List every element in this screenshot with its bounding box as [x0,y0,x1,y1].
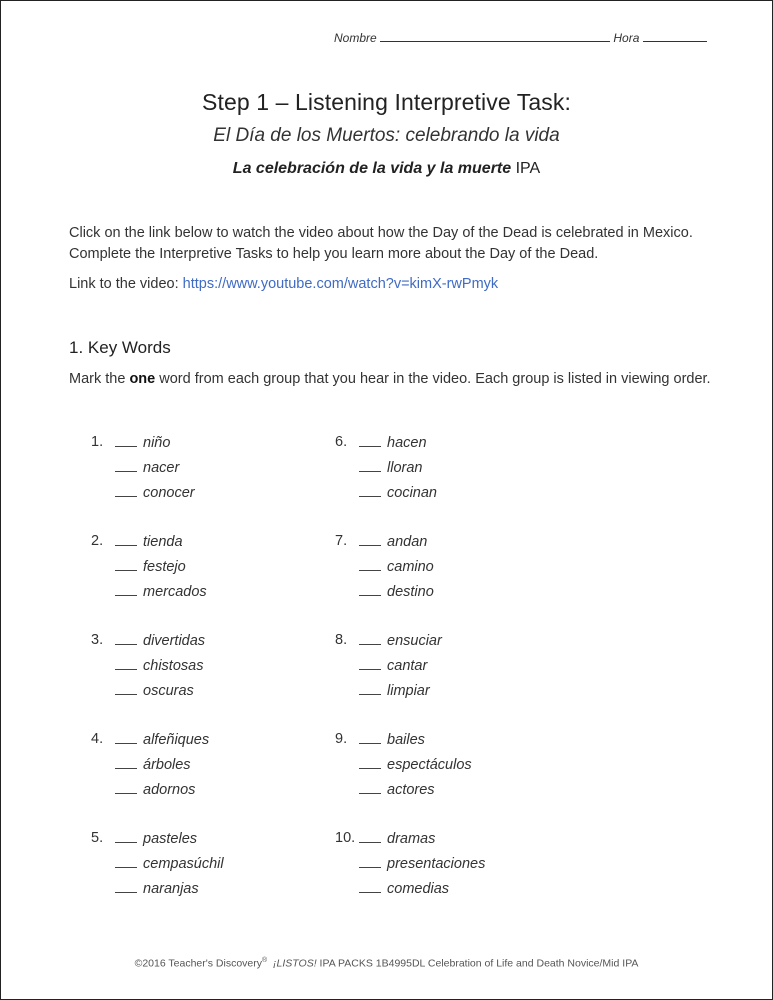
word-option-text: limpiar [387,683,430,699]
answer-blank[interactable] [115,682,137,695]
footer-reg: ® [262,957,268,964]
footer-rest: IPA PACKS 1B4995DL Celebration of Life and Death Novice/Mid IPA [319,957,639,970]
group-number: 6. [335,434,348,450]
hora-blank[interactable] [643,31,707,42]
word-option [359,558,434,575]
word-option [359,459,422,476]
word-option-text: comedias [387,881,450,897]
page-subtitle: El Día de los Muertos: celebrando la vida [213,125,560,146]
word-option-text: alfeñiques [143,732,210,748]
word-option [359,657,427,674]
nombre-label: Nombre [334,31,377,45]
word-option-text: divertidas [143,633,206,649]
ipa-title-text: La celebración de la vida y la muerte [232,160,512,177]
instruction-bold: one [129,371,156,387]
word-option [115,657,203,674]
word-option [115,459,179,476]
word-option [115,583,207,600]
answer-blank[interactable] [359,459,381,472]
instruction-text [69,371,749,387]
answer-blank[interactable] [115,632,137,645]
word-option [359,781,435,798]
word-option-text: ensuciar [387,633,442,649]
word-option-text: cempasúchil [143,856,224,872]
answer-blank[interactable] [115,533,137,546]
section-heading-key-words: 1. Key Words [69,338,171,357]
answer-blank[interactable] [115,484,137,497]
word-option-text: árboles [143,757,191,773]
word-option [115,484,195,501]
video-link-label: Link to the video: [69,276,179,292]
answer-blank[interactable] [359,657,381,670]
answer-blank[interactable] [359,583,381,596]
answer-blank[interactable] [115,830,137,843]
answer-blank[interactable] [359,484,381,497]
video-link[interactable]: https://www.youtube.com/watch?v=kimX-rwPmyk [182,276,499,292]
word-option-text: destino [387,584,434,600]
word-option-text: espectáculos [387,757,472,773]
word-option [115,434,170,451]
word-option [115,632,205,649]
word-option-text: cantar [387,658,428,674]
answer-blank[interactable] [115,459,137,472]
word-option [359,434,427,451]
word-option-text: naranjas [143,881,199,897]
word-option-text: niño [143,435,171,451]
word-option [115,855,224,872]
word-option [115,533,183,550]
group-number: 8. [335,632,348,648]
answer-blank[interactable] [359,880,381,893]
answer-blank[interactable] [115,583,137,596]
word-option [115,682,194,699]
word-option-text: presentaciones [387,856,486,872]
word-option [359,484,437,501]
hora-label: Hora [613,31,640,45]
answer-blank[interactable] [115,434,137,447]
word-option [359,756,472,773]
answer-blank[interactable] [359,781,381,794]
word-option-text: adornos [143,782,196,798]
answer-blank[interactable] [115,781,137,794]
word-option [115,731,209,748]
group-number: 1. [91,434,104,450]
answer-blank[interactable] [115,657,137,670]
word-option-text: mercados [143,584,207,600]
answer-blank[interactable] [359,434,381,447]
word-option [115,880,199,897]
word-option-text: andan [387,534,428,550]
group-number: 10. [335,830,356,846]
answer-blank[interactable] [359,632,381,645]
word-option [115,781,195,798]
word-option [359,731,425,748]
footer [1,957,772,970]
word-option-text: lloran [387,460,423,476]
word-option-text: conocer [143,485,195,501]
answer-blank[interactable] [115,558,137,571]
name-hour-header [334,31,707,45]
word-option-text: dramas [387,831,436,847]
word-option-text: actores [387,782,435,798]
word-option-text: bailes [387,732,425,748]
word-option-text: oscuras [143,683,194,699]
answer-blank[interactable] [115,880,137,893]
group-number: 3. [91,632,104,648]
group-number: 9. [335,731,348,747]
word-option [115,756,191,773]
answer-blank[interactable] [359,731,381,744]
word-option [359,632,442,649]
word-option [359,830,435,847]
page-title: Step 1 – Listening Interpretive Task: [202,89,571,115]
word-option-text: festejo [143,559,186,575]
intro-paragraph: Click on the link below to watch the video about how the Day of the Dead is celebrated in Mexico. Complete the Interpretive Tasks to help you learn more about the Day of the Dead. [69,225,693,262]
instruction-post: word from each group that you hear in the video. Each group is listed in viewing order. [159,371,711,387]
word-option-text: camino [387,559,434,575]
group-number: 4. [91,731,104,747]
word-option [359,682,430,699]
footer-brand: ¡LISTOS! [273,957,317,970]
word-option-text: pasteles [143,831,198,847]
word-option-text: nacer [143,460,180,476]
nombre-blank[interactable] [380,31,610,42]
answer-blank[interactable] [359,558,381,571]
word-option-text: hacen [387,435,427,451]
word-option [115,558,186,575]
answer-blank[interactable] [115,731,137,744]
answer-blank[interactable] [115,756,137,769]
word-option-text: cocinan [387,485,437,501]
answer-blank[interactable] [359,855,381,868]
word-option [359,855,485,872]
instruction-pre: Mark the [69,371,126,387]
ipa-title [1,160,772,178]
group-number: 7. [335,533,348,549]
answer-blank[interactable] [115,855,137,868]
answer-blank[interactable] [359,830,381,843]
answer-blank[interactable] [359,682,381,695]
ipa-suffix: IPA [515,160,541,177]
answer-blank[interactable] [359,756,381,769]
video-link-row [69,276,498,292]
word-option [359,533,427,550]
word-option [359,880,449,897]
answer-blank[interactable] [359,533,381,546]
group-number: 5. [91,830,104,846]
footer-copyright: ©2016 Teacher's Discovery [134,957,263,970]
group-number: 2. [91,533,104,549]
word-option-text: chistosas [143,658,204,674]
word-option-text: tienda [143,534,183,550]
word-option [115,830,197,847]
word-option [359,583,434,600]
